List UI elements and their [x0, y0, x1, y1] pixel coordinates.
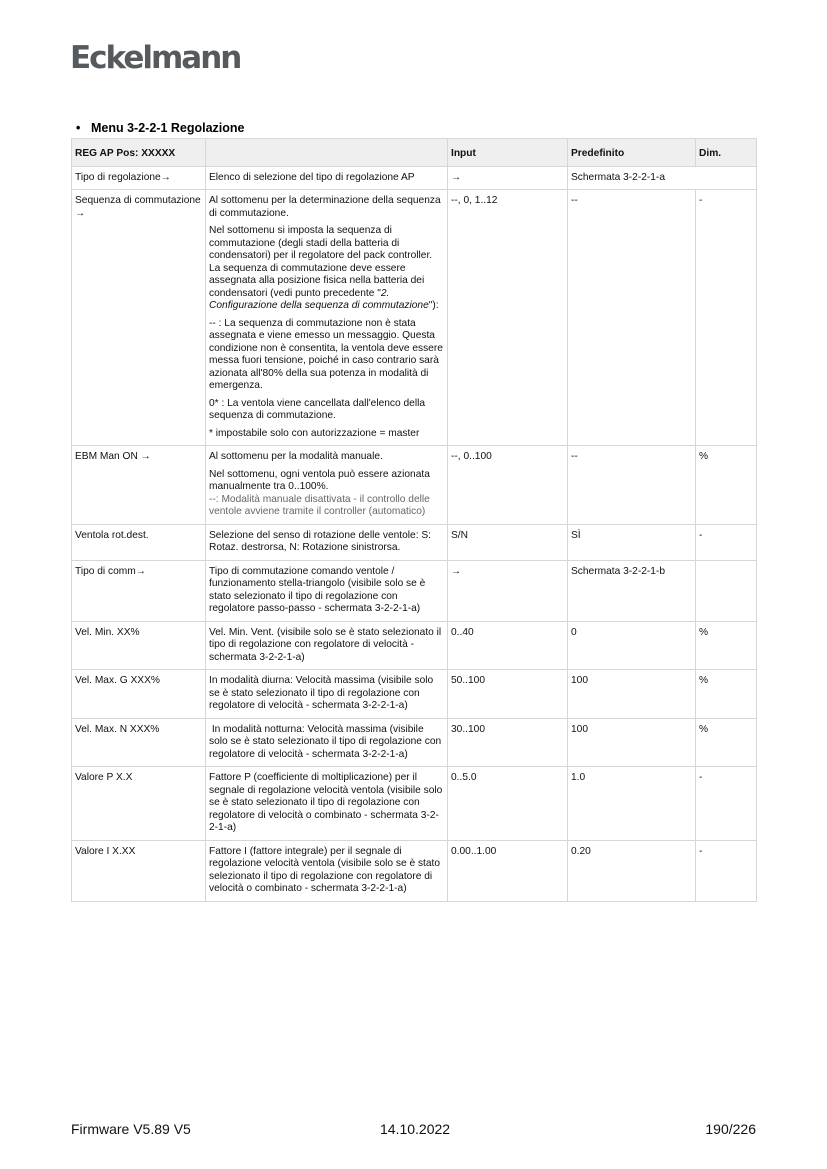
- param-name: Vel. Min. XX%: [72, 621, 206, 670]
- footer-date: 14.10.2022: [380, 1121, 451, 1137]
- param-description: Al sottomenu per la modalità manuale. Nel sottomenu, ogni ventola può essere azionata manualmente tra 0..100%. --: Modalità manuale disattivata - il controllo delle ventole avviene tramite il controller (automatico): [206, 446, 448, 525]
- param-input: 0..40: [448, 621, 568, 670]
- param-name: Sequenza di commutazione →: [72, 190, 206, 446]
- param-input: --, 0, 1..12: [448, 190, 568, 446]
- param-default: --: [568, 446, 696, 525]
- param-dim: -: [696, 840, 757, 901]
- param-default: Schermata 3-2-2-1-b: [568, 560, 696, 621]
- header-dim: Dim.: [696, 139, 757, 167]
- section-title-text: Menu 3-2-2-1 Regolazione: [91, 121, 245, 135]
- table-row: [72, 190, 757, 446]
- param-name: Tipo di comm→: [72, 560, 206, 621]
- param-default: --: [568, 190, 696, 446]
- param-name: Valore P X.X: [72, 767, 206, 841]
- table-row: [72, 840, 757, 901]
- param-input: S/N: [448, 524, 568, 560]
- param-default: 1.0: [568, 767, 696, 841]
- table-header-row: [72, 139, 757, 167]
- header-input: Input: [448, 139, 568, 167]
- footer-page-number: 190/226: [705, 1121, 756, 1137]
- param-input: →: [448, 560, 568, 621]
- param-description: Vel. Min. Vent. (visibile solo se è stato selezionato il tipo di regolazione con regolatore di velocità - schermata 3-2-2-1-a): [206, 621, 448, 670]
- param-input: --, 0..100: [448, 446, 568, 525]
- table-row: [72, 621, 757, 670]
- param-input: 50..100: [448, 670, 568, 719]
- param-description: Tipo di commutazione comando ventole / funzionamento stella-triangolo (visibile solo se è stato selezionato il tipo di regolazione con regolatore passo-passo - schermata 3-2-2-1-a): [206, 560, 448, 621]
- param-description: In modalità notturna: Velocità massima (visibile solo se è stato selezionato il tipo di regolazione con regolatore di velocità - schermata 3-2-2-1-a): [206, 718, 448, 767]
- table-row: [72, 560, 757, 621]
- bullet: •: [76, 121, 81, 135]
- param-dim: %: [696, 718, 757, 767]
- param-default: Schermata 3-2-2-1-a: [568, 166, 757, 190]
- table-row: [72, 446, 757, 525]
- section-title: [76, 121, 245, 135]
- param-name: Ventola rot.dest.: [72, 524, 206, 560]
- header-position: REG AP Pos: XXXXX: [72, 139, 206, 167]
- param-input: 30..100: [448, 718, 568, 767]
- param-name: EBM Man ON →: [72, 446, 206, 525]
- param-default: 100: [568, 718, 696, 767]
- param-default: 0.20: [568, 840, 696, 901]
- param-default: SÌ: [568, 524, 696, 560]
- param-name: Vel. Max. N XXX%: [72, 718, 206, 767]
- param-input: 0..5.0: [448, 767, 568, 841]
- param-description: Elenco di selezione del tipo di regolazione AP: [206, 166, 448, 190]
- param-dim: -: [696, 190, 757, 446]
- param-description: Fattore P (coefficiente di moltiplicazione) per il segnale di regolazione velocità ventola (visibile solo se è stato selezionato il tipo di regolazione con regolatore di velocità o combinato - schermata 3-2-2-1-a): [206, 767, 448, 841]
- header-description: [206, 139, 448, 167]
- param-dim: %: [696, 446, 757, 525]
- param-dim: [696, 560, 757, 621]
- param-input: 0.00..1.00: [448, 840, 568, 901]
- param-dim: -: [696, 524, 757, 560]
- param-name: Valore I X.XX: [72, 840, 206, 901]
- table-row: [72, 166, 757, 190]
- parameter-table: [71, 138, 757, 902]
- table-row: [72, 718, 757, 767]
- param-name: Vel. Max. G XXX%: [72, 670, 206, 719]
- eckelmann-logo: Eckelmann: [70, 40, 241, 76]
- param-input: →: [448, 166, 568, 190]
- param-description: In modalità diurna: Velocità massima (visibile solo se è stato selezionato il tipo di regolazione con regolatore di velocità - schermata 3-2-2-1-a): [206, 670, 448, 719]
- param-dim: %: [696, 621, 757, 670]
- param-default: 0: [568, 621, 696, 670]
- param-dim: -: [696, 767, 757, 841]
- table-row: [72, 767, 757, 841]
- param-description: Fattore I (fattore integrale) per il segnale di regolazione velocità ventola (visibile solo se è stato selezionato il tipo di regolazione con regolatore di velocità o combinato - schermata 3-2-2-1-a): [206, 840, 448, 901]
- header-default: Predefinito: [568, 139, 696, 167]
- param-description: Al sottomenu per la determinazione della sequenza di commutazione. Nel sottomenu si imposta la sequenza di commutazione (degli stadi della batteria di condensatori) per il regolatore del pack controller. La sequenza di commutazione deve essere assegnata alla posizione fisica nella batteria dei condensatori (vedi punto precedente "2. Configurazione della sequenza di commutazione"): -- : La sequenza di commutazione non è stata assegnata e viene emesso un messaggio. Questa condizione non è consentita, la ventola deve essere messa fuori tensione, poiché in caso contrario sarà azionata all'80% della sua potenza in modalità di emergenza. 0* : La ventola viene cancellata dall'elenco della sequenza di commutazione. * impostabile solo con autorizzazione = master: [206, 190, 448, 446]
- param-dim: %: [696, 670, 757, 719]
- table-row: [72, 670, 757, 719]
- table-row: [72, 524, 757, 560]
- footer-firmware: Firmware V5.89 V5: [71, 1121, 191, 1137]
- param-default: 100: [568, 670, 696, 719]
- param-name: Tipo di regolazione→: [72, 166, 206, 190]
- param-description: Selezione del senso di rotazione delle ventole: S: Rotaz. destrorsa, N: Rotazione sinistrorsa.: [206, 524, 448, 560]
